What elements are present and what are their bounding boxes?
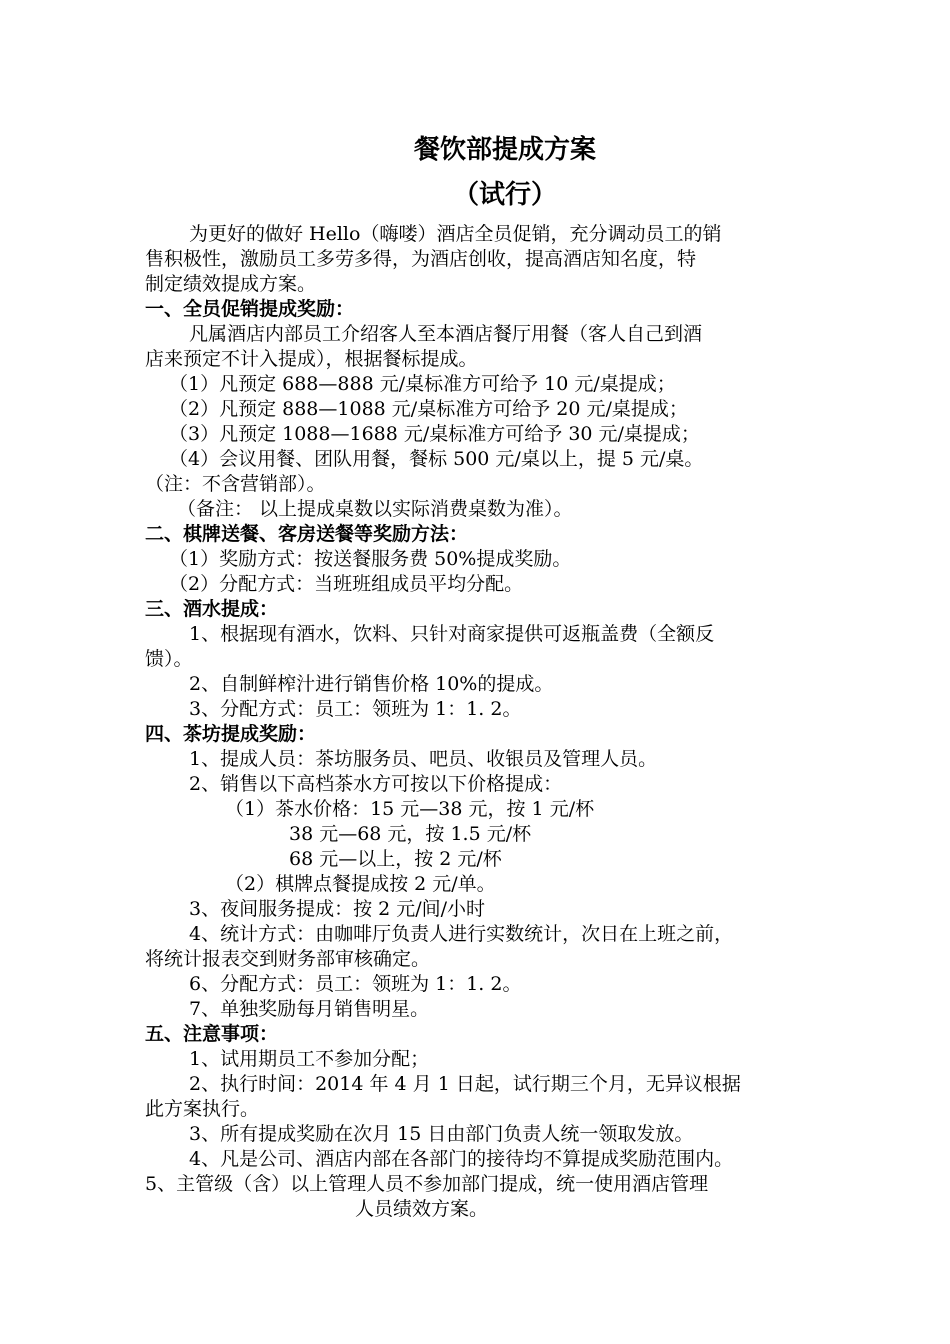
section-5-item-5-line-1: 5、主管级（含）以上管理人员不参加部门提成，统一使用酒店管理 <box>145 1173 709 1195</box>
section-4-item-2d: （2）棋牌点餐提成按 2 元/单。 <box>225 873 496 895</box>
intro-line-2: 售积极性，激励员工多劳多得，为酒店创收，提高酒店知名度，特 <box>145 248 697 270</box>
section-5-item-4: 4、凡是公司、酒店内部在各部门的接待均不算提成奖励范围内。 <box>189 1148 734 1170</box>
section-1-note: （备注： 以上提成桌数以实际消费桌数为准）。 <box>177 498 573 520</box>
section-2-item-1: （1）奖励方式：按送餐服务费 50%提成奖励。 <box>169 548 572 570</box>
section-1-heading: 一、全员促销提成奖励： <box>145 298 355 320</box>
section-1-item-2: （2）凡预定 888—1088 元/桌标准方可给予 20 元/桌提成； <box>169 398 688 420</box>
section-4-heading: 四、茶坊提成奖励： <box>145 723 317 745</box>
section-3-heading: 三、酒水提成： <box>145 598 279 620</box>
section-4-item-6: 6、分配方式：员工：领班为 1：1. 2。 <box>189 973 522 995</box>
section-5-item-1: 1、试用期员工不参加分配； <box>189 1048 430 1070</box>
section-5-item-2-line-1: 2、执行时间：2014 年 4 月 1 日起，试行期三个月，无异议根据 <box>189 1073 741 1095</box>
section-4-item-7: 7、单独奖励每月销售明星。 <box>189 998 430 1020</box>
section-4-item-2: 2、销售以下高档茶水方可按以下价格提成： <box>189 773 563 795</box>
section-1-para-line-2: 店来预定不计入提成），根据餐标提成。 <box>145 348 478 370</box>
section-5-heading: 五、注意事项： <box>145 1023 279 1045</box>
section-5-item-3: 3、所有提成奖励在次月 15 日由部门负责人统一领取发放。 <box>189 1123 694 1145</box>
section-4-item-2b: 38 元—68 元，按 1.5 元/杯 <box>289 823 532 845</box>
section-5-item-2-line-2: 此方案执行。 <box>145 1098 260 1120</box>
section-3-item-1-line-2: 馈）。 <box>145 648 193 670</box>
section-4-item-1: 1、提成人员：茶坊服务员、吧员、收银员及管理人员。 <box>189 748 658 770</box>
section-1-item-4-line-2: （注：不含营销部）。 <box>145 473 326 495</box>
section-3-item-3: 3、分配方式：员工：领班为 1：1. 2。 <box>189 698 522 720</box>
document-page <box>145 128 825 1222</box>
section-2-heading: 二、棋牌送餐、客房送餐等奖励方法： <box>145 523 469 545</box>
section-1-item-1: （1）凡预定 688—888 元/桌标准方可给予 10 元/桌提成； <box>169 373 676 395</box>
section-4-item-2c: 68 元—以上，按 2 元/杯 <box>289 848 502 870</box>
section-1-para-line-1: 凡属酒店内部员工介绍客人至本酒店餐厅用餐（客人自己到酒 <box>189 323 703 345</box>
intro-line-1: 为更好的做好 Hello（嗨喽）酒店全员促销，充分调动员工的销 <box>189 223 722 245</box>
section-5-item-5-line-2: 人员绩效方案。 <box>355 1198 489 1220</box>
document-subtitle: （试行） <box>452 180 557 210</box>
section-1-item-3: （3）凡预定 1088—1688 元/桌标准方可给予 30 元/桌提成； <box>169 423 700 445</box>
section-4-item-4-line-2: 将统计报表交到财务部审核确定。 <box>145 948 431 970</box>
section-4-item-2a: （1）茶水价格：15 元—38 元，按 1 元/杯 <box>225 798 595 820</box>
section-2-item-2: （2）分配方式：当班班组成员平均分配。 <box>169 573 524 595</box>
section-1-item-4-line-1: （4）会议用餐、团队用餐，餐标 500 元/桌以上，提 5 元/桌。 <box>169 448 704 470</box>
section-4-item-4-line-1: 4、统计方式：由咖啡厅负责人进行实数统计，次日在上班之前， <box>189 923 734 945</box>
intro-line-3: 制定绩效提成方案。 <box>145 273 317 295</box>
section-3-item-2: 2、自制鲜榨汁进行销售价格 10%的提成。 <box>189 673 554 695</box>
section-4-item-3: 3、夜间服务提成：按 2 元/间/小时 <box>189 898 486 920</box>
section-3-item-1-line-1: 1、根据现有酒水，饮料、只针对商家提供可返瓶盖费（全额反 <box>189 623 715 645</box>
document-title: 餐饮部提成方案 <box>413 135 596 165</box>
